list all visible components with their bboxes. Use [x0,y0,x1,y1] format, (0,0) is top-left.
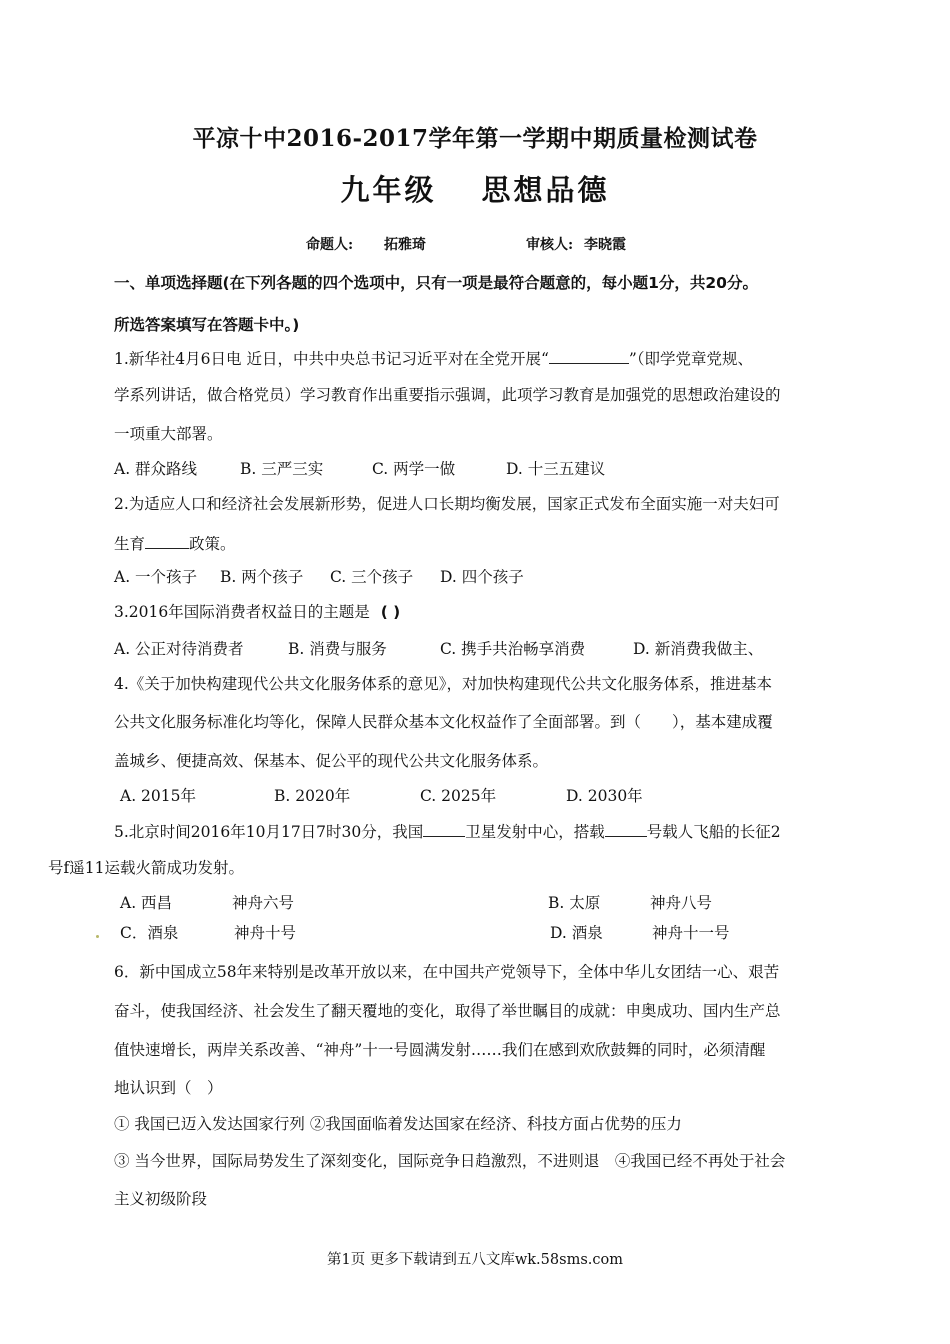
q4-line3: 盖城乡、便捷高效、保基本、促公平的现代公共文化服务体系。 [114,752,549,770]
q4-option-a: A. 2015年 [120,787,196,805]
q3-line1-text: 3.2016年国际消费者权益日的主题是 [114,603,370,621]
q3-answer-paren: ( ) [380,603,401,621]
q2-option-c: C. 三个孩子 [330,568,414,586]
q2-option-d: D. 四个孩子 [440,568,524,586]
q5-option-b-letter: B. 太原 [548,894,601,912]
q3-option-b: B. 消费与服务 [288,640,387,658]
reviewer-label: 审核人: [526,237,574,253]
q3-line1 [114,602,400,622]
q1-line3: 一项重大部署。 [114,425,223,443]
q5-option-d-letter: D. 酒泉 [550,924,603,942]
section1-heading-line1: 一、单项选择题(在下列各题的四个选项中，只有一项是最符合题意的，每小题1分，共20分。 [114,274,758,292]
q1-option-c: C. 两学一做 [372,460,456,478]
q5-line1-text-b: 卫星发射中心，搭载 [465,823,605,841]
q4-option-b: B. 2020年 [274,787,351,805]
q3-option-c: C. 携手共治畅享消费 [440,640,586,658]
q2-line2 [114,532,236,554]
q1-option-b: B. 三严三实 [240,460,324,478]
q5-line1-text-a: 5.北京时间2016年10月17日7时30分，我国 [114,823,424,841]
q5-answer-blank-1 [423,820,465,837]
setter-name: 拓雅琦 [384,237,426,253]
stray-mark [96,935,99,938]
q5-option-a-value: 神舟六号 [232,894,295,912]
q6-line2: 奋斗，使我国经济、社会发生了翻天覆地的变化，取得了举世瞩目的成就：申奥成功、国内生产总 [114,1002,781,1020]
q3-option-d: D. 新消费我做主、 [633,640,764,658]
q6-line4: 地认识到（ ） [114,1079,223,1097]
q4-line2: 公共文化服务标准化均等化，保障人民群众基本文化权益作了全面部署。到（ ），基本建成覆 [114,713,773,731]
q5-option-a-letter: A. 西昌 [120,894,173,912]
q5-option-c-letter: C．酒泉 [120,924,179,942]
q1-line1-text-a: 1.新华社4月6日电 近日，中共中央总书记习近平对在全党开展“ [114,350,549,368]
q2-option-a: A. 一个孩子 [114,568,198,586]
q1-option-d: D. 十三五建议 [506,460,606,478]
q6-line3: 值快速增长，两岸关系改善、“神舟”十一号圆满发射……我们在感到欢欣鼓舞的同时，必须清醒 [114,1041,766,1059]
q4-line1: 4.《关于加快构建现代公共文化服务体系的意见》，对加快构建现代公共文化服务体系，推进基本 [114,675,773,693]
q5-answer-blank-2 [605,820,647,837]
q5-line1 [114,820,781,842]
exam-subtitle: 九年级 思想品德 [340,173,610,207]
q1-option-a: A. 群众路线 [114,460,198,478]
q4-option-d: D. 2030年 [566,787,643,805]
section1-heading-line2: 所选答案填写在答题卡中。) [114,316,300,334]
q1-line2: 学系列讲话，做合格党员）学习教育作出重要指示强调，此项学习教育是加强党的思想政治建设的 [114,386,781,404]
q5-line2: 号f遥11运载火箭成功发射。 [48,859,244,877]
q2-answer-blank [145,532,189,549]
q1-answer-blank [549,347,629,364]
exam-title: 平凉十中2016-2017学年第一学期中期质量检测试卷 [192,125,758,152]
q5-line1-text-c: 号载人飞船的长征2 [646,823,781,841]
page-footer: 第1页 更多下载请到五八文库wk.58sms.com [327,1252,623,1268]
q2-option-b: B. 两个孩子 [220,568,304,586]
setter-label: 命题人: [306,237,354,253]
q3-option-a: A. 公正对待消费者 [114,640,244,658]
q5-option-b-value: 神舟八号 [650,894,713,912]
q2-line2-text-a: 生育 [114,535,146,553]
q6-item-1-2: ① 我国已迈入发达国家行列 ②我国面临着发达国家在经济、科技方面占优势的压力 [114,1115,682,1133]
q2-line1: 2.为适应人口和经济社会发展新形势，促进人口长期均衡发展，国家正式发布全面实施一对夫妇可 [114,495,780,513]
q6-line1: 6．新中国成立58年来特别是改革开放以来，在中国共产党领导下，全体中华儿女团结一心、艰苦 [114,963,780,981]
q5-option-d-value: 神舟十一号 [652,924,730,942]
q6-item-4-continued: 主义初级阶段 [114,1190,208,1208]
q2-line2-text-b: 政策。 [189,535,236,553]
q4-option-c: C. 2025年 [420,787,497,805]
q6-item-3-4: ③ 当今世界，国际局势发生了深刻变化，国际竞争日趋激烈，不进则退 ④我国已经不再处于社会 [114,1152,786,1170]
q1-line1-text-b: ”（即学党章党规、 [628,350,754,368]
q5-option-c-value: 神舟十号 [234,924,297,942]
q1-line1 [114,347,753,369]
reviewer-name: 李晓霞 [584,237,626,253]
